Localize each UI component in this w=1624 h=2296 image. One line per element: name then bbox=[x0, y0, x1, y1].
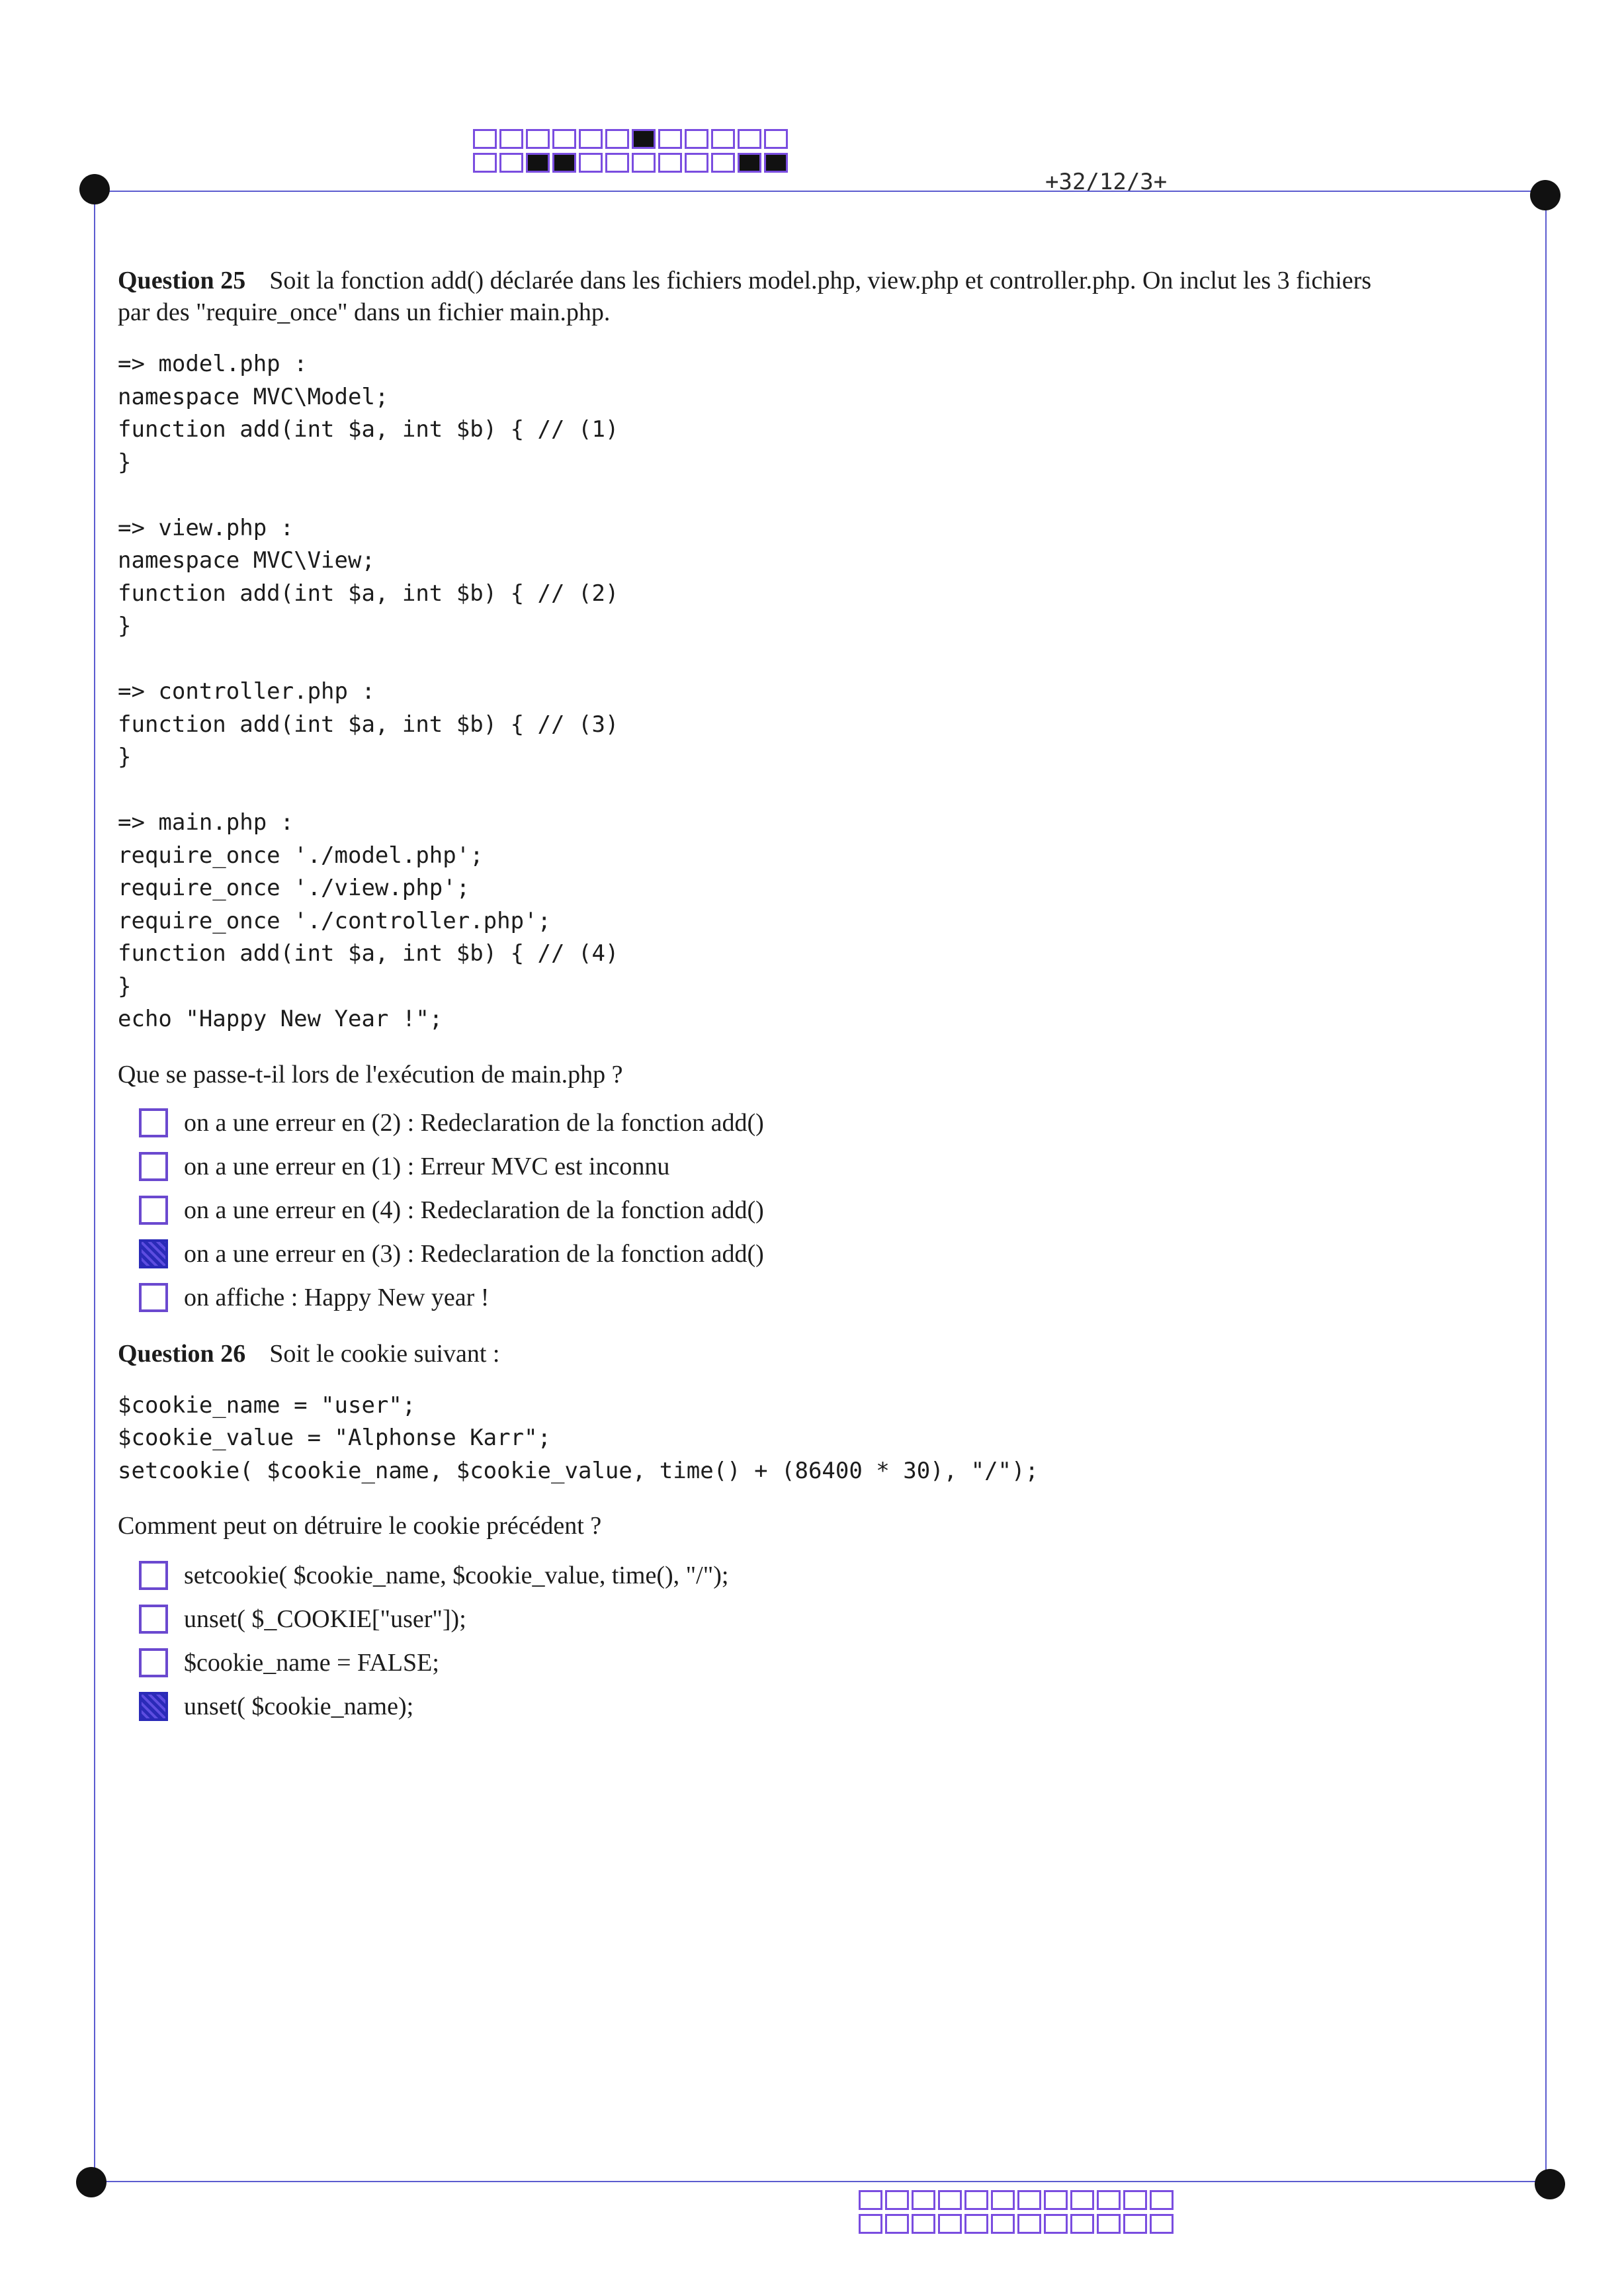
answer-label: unset( $_COOKIE["user"]); bbox=[184, 1605, 466, 1633]
id-grid-cell bbox=[499, 129, 523, 149]
id-grid-cell bbox=[685, 129, 708, 149]
answer-row bbox=[139, 1101, 1533, 1145]
id-grid-cell bbox=[473, 153, 497, 173]
answer-label: setcookie( $cookie_name, $cookie_value, time(), "/"); bbox=[184, 1562, 729, 1589]
question-25-header bbox=[118, 265, 1533, 328]
answer-label: on a une erreur en (4) : Redeclaration de la fonction add() bbox=[184, 1196, 764, 1224]
answer-row bbox=[139, 1188, 1533, 1232]
id-grid-cell bbox=[658, 153, 682, 173]
question-26-header bbox=[118, 1338, 1533, 1370]
question-26-prompt: Comment peut on détruire le cookie précédent ? bbox=[118, 1512, 602, 1540]
id-grid-cell bbox=[1070, 2190, 1094, 2210]
id-grid-cell bbox=[938, 2190, 962, 2210]
bottom-id-grid bbox=[859, 2190, 1176, 2234]
code-cookie: $cookie_name = "user"; $cookie_value = "Alphonse Karr"; setcookie( $cookie_name, $cookie_value, time() + (86400 * 30), "/"); bbox=[118, 1391, 1039, 1484]
question-26-label: Question 26 bbox=[118, 1339, 246, 1368]
answer-label: on a une erreur en (1) : Erreur MVC est inconnu bbox=[184, 1152, 670, 1180]
id-grid-cell bbox=[991, 2190, 1015, 2210]
id-grid-cell bbox=[1017, 2214, 1041, 2234]
code-model: => model.php : namespace MVC\Model; function add(int $a, int $b) { // (1) } bbox=[118, 351, 619, 476]
id-grid-cell bbox=[552, 129, 576, 149]
id-grid-cell bbox=[579, 129, 603, 149]
id-grid-cell-filled bbox=[738, 153, 761, 173]
id-grid-cell bbox=[605, 129, 629, 149]
id-grid-cell bbox=[1097, 2214, 1121, 2234]
question-25-text-line-2: par des "require_once" dans un fichier main.php. bbox=[118, 298, 611, 326]
id-grid-cell bbox=[859, 2214, 882, 2234]
registration-dot-bottom-right bbox=[1535, 2169, 1565, 2199]
code-controller: => controller.php : function add(int $a, int $b) { // (3) } bbox=[118, 678, 619, 770]
id-grid-cell bbox=[885, 2190, 909, 2210]
id-grid-cell bbox=[1070, 2214, 1094, 2234]
answer-checkbox[interactable] bbox=[139, 1108, 168, 1137]
answer-checkbox[interactable] bbox=[139, 1283, 168, 1312]
id-grid-cell-filled bbox=[764, 153, 788, 173]
answer-label: $cookie_name = FALSE; bbox=[184, 1649, 439, 1677]
id-grid-cell bbox=[1044, 2214, 1068, 2234]
registration-dot-bottom-left bbox=[76, 2167, 107, 2197]
registration-dot-top-left bbox=[79, 174, 110, 204]
id-grid-cell bbox=[1123, 2190, 1147, 2210]
question-25-label: Question 25 bbox=[118, 267, 246, 294]
id-grid-cell bbox=[526, 129, 550, 149]
id-grid-cell bbox=[1017, 2190, 1041, 2210]
bottom-id-grid-row-1 bbox=[859, 2190, 1176, 2210]
answer-label: on a une erreur en (2) : Redeclaration de la fonction add() bbox=[184, 1108, 764, 1137]
bottom-id-grid-row-2 bbox=[859, 2214, 1176, 2234]
top-id-grid-row-2 bbox=[473, 153, 791, 173]
id-grid-cell-filled bbox=[526, 153, 550, 173]
id-grid-cell bbox=[711, 129, 735, 149]
id-grid-cell bbox=[991, 2214, 1015, 2234]
id-grid-cell bbox=[632, 153, 656, 173]
id-grid-cell bbox=[1150, 2214, 1174, 2234]
answer-row bbox=[139, 1554, 1533, 1597]
id-grid-cell bbox=[1150, 2190, 1174, 2210]
id-grid-cell-filled bbox=[632, 129, 656, 149]
id-grid-cell bbox=[885, 2214, 909, 2234]
top-id-grid bbox=[473, 129, 791, 173]
answer-checkbox-checked[interactable] bbox=[139, 1239, 168, 1268]
answer-checkbox[interactable] bbox=[139, 1196, 168, 1225]
question-25-prompt: Que se passe-t-il lors de l'exécution de main.php ? bbox=[118, 1060, 623, 1088]
id-grid-cell bbox=[964, 2190, 988, 2210]
question-25-text-line-1: Soit la fonction add() déclarée dans les fichiers model.php, view.php et controller.php. On inclut les 3 fichiers bbox=[269, 267, 1372, 294]
id-grid-cell-filled bbox=[552, 153, 576, 173]
id-grid-cell bbox=[499, 153, 523, 173]
answer-label: on affiche : Happy New year ! bbox=[184, 1283, 490, 1311]
registration-dot-top-right bbox=[1530, 180, 1560, 210]
id-grid-cell bbox=[658, 129, 682, 149]
id-grid-cell bbox=[764, 129, 788, 149]
answer-row bbox=[139, 1597, 1533, 1641]
answer-checkbox-checked[interactable] bbox=[139, 1692, 168, 1721]
answer-label: on a une erreur en (3) : Redeclaration de la fonction add() bbox=[184, 1239, 764, 1268]
answer-label: unset( $cookie_name); bbox=[184, 1693, 414, 1720]
id-grid-cell bbox=[938, 2214, 962, 2234]
answer-row bbox=[139, 1276, 1533, 1319]
id-grid-cell bbox=[685, 153, 708, 173]
answer-checkbox[interactable] bbox=[139, 1561, 168, 1590]
page-content bbox=[118, 265, 1533, 1728]
answer-checkbox[interactable] bbox=[139, 1605, 168, 1634]
id-grid-cell bbox=[473, 129, 497, 149]
id-grid-cell bbox=[1097, 2190, 1121, 2210]
question-26-answers bbox=[139, 1554, 1533, 1728]
id-grid-cell bbox=[605, 153, 629, 173]
answer-row bbox=[139, 1145, 1533, 1188]
id-grid-cell bbox=[738, 129, 761, 149]
question-26-text: Soit le cookie suivant : bbox=[269, 1339, 500, 1368]
answer-row bbox=[139, 1232, 1533, 1276]
id-grid-cell bbox=[711, 153, 735, 173]
id-grid-cell bbox=[912, 2214, 935, 2234]
code-main: => main.php : require_once './model.php'; require_once './view.php'; require_once './controller.php'; function add(int $a, int $b) { // (4) } echo "Happy New Year !"; bbox=[118, 809, 619, 1032]
id-grid-cell bbox=[579, 153, 603, 173]
answer-row bbox=[139, 1641, 1533, 1685]
id-grid-cell bbox=[912, 2190, 935, 2210]
question-25-answers bbox=[139, 1101, 1533, 1319]
answer-checkbox[interactable] bbox=[139, 1648, 168, 1677]
id-grid-cell bbox=[1123, 2214, 1147, 2234]
top-id-grid-row-1 bbox=[473, 129, 791, 149]
id-grid-cell bbox=[964, 2214, 988, 2234]
answer-row bbox=[139, 1685, 1533, 1728]
code-view: => view.php : namespace MVC\View; function add(int $a, int $b) { // (2) } bbox=[118, 514, 619, 639]
answer-checkbox[interactable] bbox=[139, 1152, 168, 1181]
id-grid-cell bbox=[1044, 2190, 1068, 2210]
page-code: +32/12/3+ bbox=[1045, 169, 1168, 195]
id-grid-cell bbox=[859, 2190, 882, 2210]
